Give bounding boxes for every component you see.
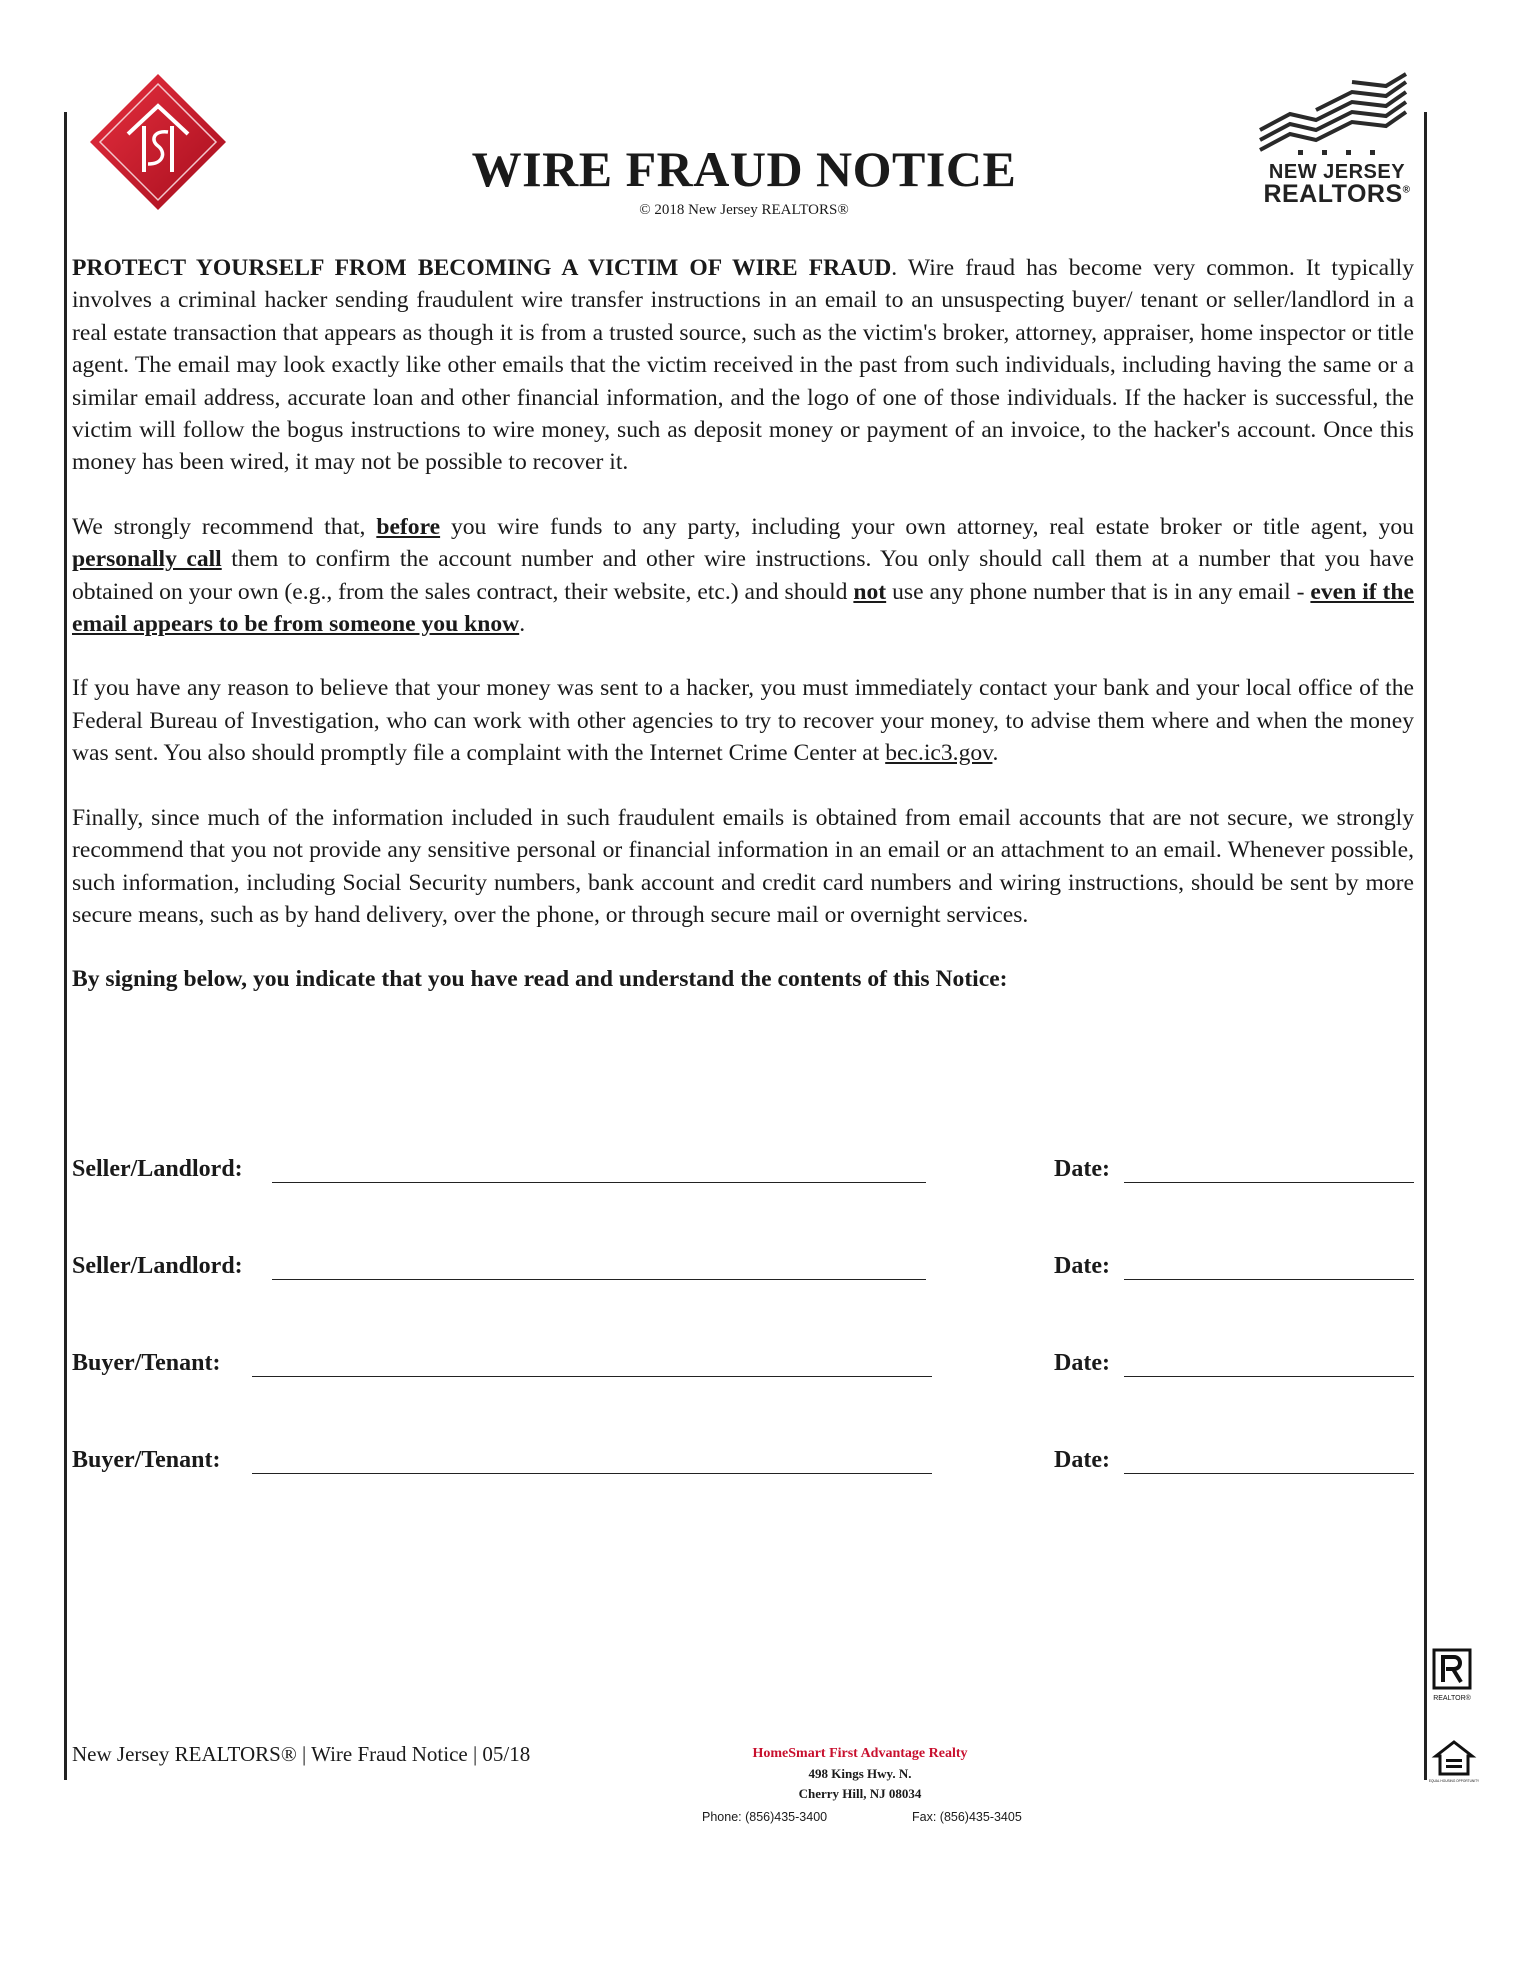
- signature-line[interactable]: [252, 1350, 932, 1377]
- signature-label: Seller/Landlord:: [72, 1253, 243, 1279]
- brokerage-name: HomeSmart First Advantage Realty: [752, 1746, 968, 1761]
- signing-intro: By signing below, you indicate that you have read and understand the contents of this Notice:: [72, 966, 1008, 993]
- date-label: Date:: [1054, 1350, 1110, 1376]
- emphasis-even-if: even if the email appears to be from someone you know: [72, 578, 1414, 638]
- paragraph-recommend: [72, 511, 1414, 641]
- recommend-text-end: .: [519, 611, 526, 638]
- date-label: Date:: [1054, 1447, 1110, 1473]
- left-margin-rule: [64, 112, 67, 1780]
- njr-logo-line1: NEW JERSEY: [1268, 161, 1406, 183]
- ic3-link[interactable]: bec.ic3.gov: [885, 740, 993, 767]
- signature-row-buyer-2: [72, 1447, 1414, 1481]
- paragraph-finally: Finally, since much of the information included in such fraudulent emails is obtained from email accounts that are not secure, we strongly recommend that you not provide any sensitive personal or financial information in an email or an attachment to an email. Whenever possible, such information, including Social Security numbers, bank account and credit card numbers and wiring instructions, should be sent by more secure means, such as by hand delivery, over the phone, or through secure mail or overnight services.: [72, 804, 1414, 928]
- protect-text: . Wire fraud has become very common. It typically involves a criminal hacker sending fraudulent wire transfer instructions in an email to an unsuspecting buyer/ tenant or seller/landlord in a real estate transaction that appears as though it is from a trusted source, such as the victim's broker, attorney, appraiser, home inspector or title agent. The email may look exactly like other emails that the victim received in the past from such individuals, including having the same or a similar email address, accurate loan and other financial information, and the logo of one of those individuals. If the hacker is successful, the victim will follow the bogus instructions to wire money, such as deposit money or payment of an invoice, to the hacker's account. Once this money has been wired, it may not be possible to recover it.: [72, 255, 1414, 476]
- paragraph-protect: [72, 252, 1414, 479]
- page-title: WIRE FRAUD NOTICE: [471, 141, 1017, 197]
- brokerage-phone: Phone: (856)435-3400: [702, 1810, 828, 1824]
- brokerage-address-2: Cherry Hill, NJ 08034: [798, 1786, 922, 1801]
- date-label: Date:: [1054, 1156, 1110, 1182]
- date-line[interactable]: [1124, 1447, 1414, 1474]
- right-margin-rule: [1424, 112, 1427, 1780]
- equal-housing-icon: [1428, 1740, 1480, 1788]
- date-label: Date:: [1054, 1253, 1110, 1279]
- form-identifier: New Jersey REALTORS® | Wire Fraud Notice | 05/18: [72, 1742, 531, 1766]
- signature-line[interactable]: [272, 1253, 926, 1280]
- emphasis-not: not: [853, 578, 887, 605]
- signature-line[interactable]: [272, 1156, 926, 1183]
- signature-row-seller-2: [72, 1253, 1414, 1287]
- copyright-line: © 2018 New Jersey REALTORS®: [639, 202, 849, 218]
- signature-line[interactable]: [252, 1447, 932, 1474]
- signature-row-buyer-1: [72, 1350, 1414, 1384]
- eho-mark-text: EQUAL HOUSING OPPORTUNITY: [1428, 1779, 1480, 1783]
- paragraph-report: [72, 672, 1414, 769]
- emphasis-personally-call: personally call: [72, 546, 222, 573]
- report-text-end: .: [992, 740, 999, 767]
- date-line[interactable]: [1124, 1156, 1414, 1183]
- brokerage-fax: Fax: (856)435-3405: [912, 1810, 1022, 1824]
- signature-label: Buyer/Tenant:: [72, 1350, 221, 1376]
- njr-logo-line2: REALTORS: [1263, 180, 1403, 208]
- signature-label: Seller/Landlord:: [72, 1156, 243, 1182]
- protect-heading: PROTECT YOURSELF FROM BECOMING A VICTIM OF WIRE FRAUD: [72, 255, 892, 281]
- report-text: If you have any reason to believe that your money was sent to a hacker, you must immediately contact your bank and your local office of the Federal Bureau of Investigation, who can work with other agencies to try to recover your money, to advise them where and when the money was sent. You also should promptly file a complaint with the Internet Crime Center at: [72, 675, 1414, 767]
- recommend-text-g: use any phone number that is in any email -: [886, 578, 1311, 605]
- date-line[interactable]: [1124, 1350, 1414, 1377]
- notice-body: [72, 252, 1414, 1028]
- brokerage-address-1: 498 Kings Hwy. N.: [808, 1766, 912, 1781]
- realtor-r-icon: [1432, 1648, 1476, 1704]
- njr-logo-reg: ®: [1402, 184, 1411, 196]
- recommend-text-e: them to confirm the account number and other wire instructions. You only should call them at a number that you have obtained on your own (e.g., from the sales contract, their website, etc.) and should: [72, 546, 1414, 605]
- date-line[interactable]: [1124, 1253, 1414, 1280]
- realtor-mark-text: REALTOR®: [1433, 1695, 1471, 1702]
- brokerage-block: [640, 1744, 1080, 1804]
- emphasis-before: before: [376, 513, 441, 540]
- signature-row-seller-1: [72, 1156, 1414, 1190]
- signature-label: Buyer/Tenant:: [72, 1447, 221, 1473]
- recommend-text-c: you wire funds to any party, including your own attorney, real estate broker or title agent, you: [440, 513, 1414, 540]
- recommend-text-a: We strongly recommend that,: [72, 513, 377, 540]
